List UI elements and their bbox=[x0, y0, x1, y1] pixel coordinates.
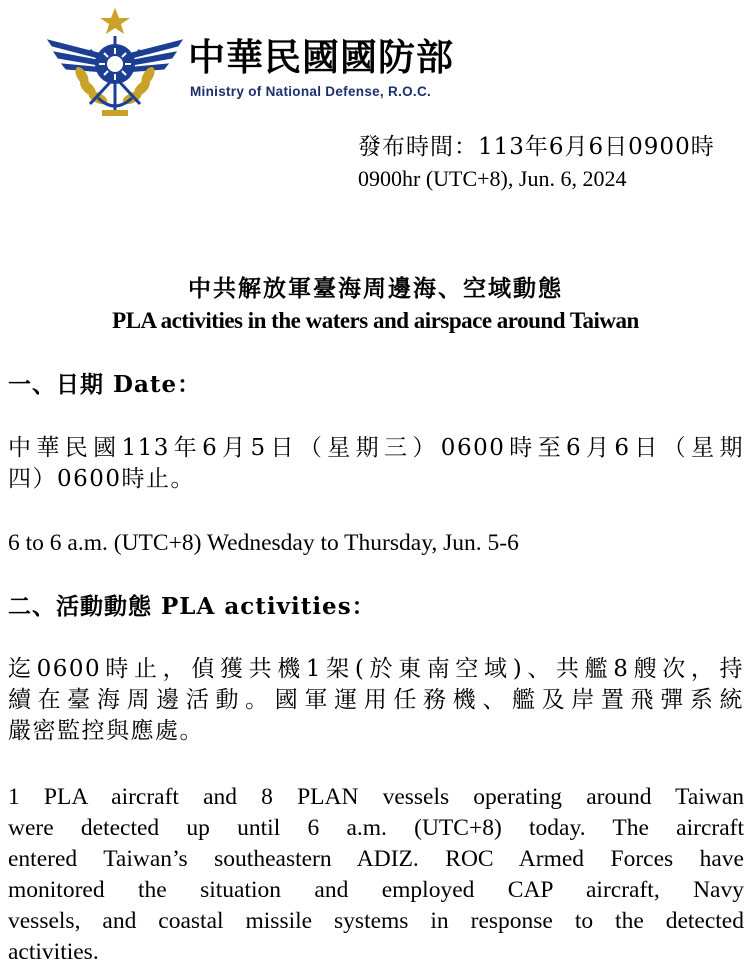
title-en: PLA activities in the waters and airspace around Taiwan bbox=[112, 308, 639, 333]
date-line-cn: 四）0600時止。 bbox=[8, 466, 196, 492]
org-name-en: Ministry of National Defense, R.O.C. bbox=[190, 84, 432, 99]
activities-line-cn: 續在臺海周邊活動。國軍運用任務機、艦及岸置飛彈系統 bbox=[8, 687, 744, 713]
mnd-emblem-icon bbox=[40, 6, 190, 118]
document-title bbox=[0, 273, 751, 337]
activities-line-cn: 嚴密監控與應處。 bbox=[8, 718, 204, 744]
section-heading-date: 一、日期 Date： bbox=[8, 371, 202, 398]
activities-paragraph-en bbox=[8, 782, 744, 968]
date-paragraph-cn bbox=[8, 433, 744, 495]
activities-line-en: 1 PLA aircraft and 8 PLAN vessels operating around Taiwan bbox=[8, 784, 744, 810]
release-time-cn: 發布時間：113年6月6日0900時 bbox=[358, 134, 715, 160]
release-time bbox=[358, 131, 715, 195]
activities-line-en: vessels, and coastal missile systems in response to the detected bbox=[8, 908, 744, 934]
title-cn: 中共解放軍臺海周邊海、空域動態 bbox=[188, 275, 563, 302]
release-time-en: 0900hr (UTC+8), Jun. 6, 2024 bbox=[358, 166, 627, 191]
activities-paragraph-cn bbox=[8, 654, 744, 747]
activities-line-cn: 迄0600時止，偵獲共機1架(於東南空域)、共艦8艘次，持 bbox=[8, 656, 744, 682]
letterhead bbox=[40, 6, 500, 118]
section-heading-activities: 二、活動動態 PLA activities： bbox=[8, 593, 376, 620]
activities-line-en: entered Taiwan’s southeastern ADIZ. ROC Armed Forces have bbox=[8, 846, 744, 872]
org-name-cn: 中華民國國防部 bbox=[188, 36, 454, 79]
activities-line-en: were detected up until 6 a.m. (UTC+8) today. The aircraft bbox=[8, 815, 744, 841]
date-paragraph-en: 6 to 6 a.m. (UTC+8) Wednesday to Thursday, Jun. 5-6 bbox=[8, 530, 519, 556]
activities-line-en: activities. bbox=[8, 939, 99, 965]
date-line-cn: 中華民國113年6月5日（星期三）0600時至6月6日（星期 bbox=[8, 435, 744, 461]
activities-line-en: monitored the situation and employed CAP aircraft, Navy bbox=[8, 877, 744, 903]
